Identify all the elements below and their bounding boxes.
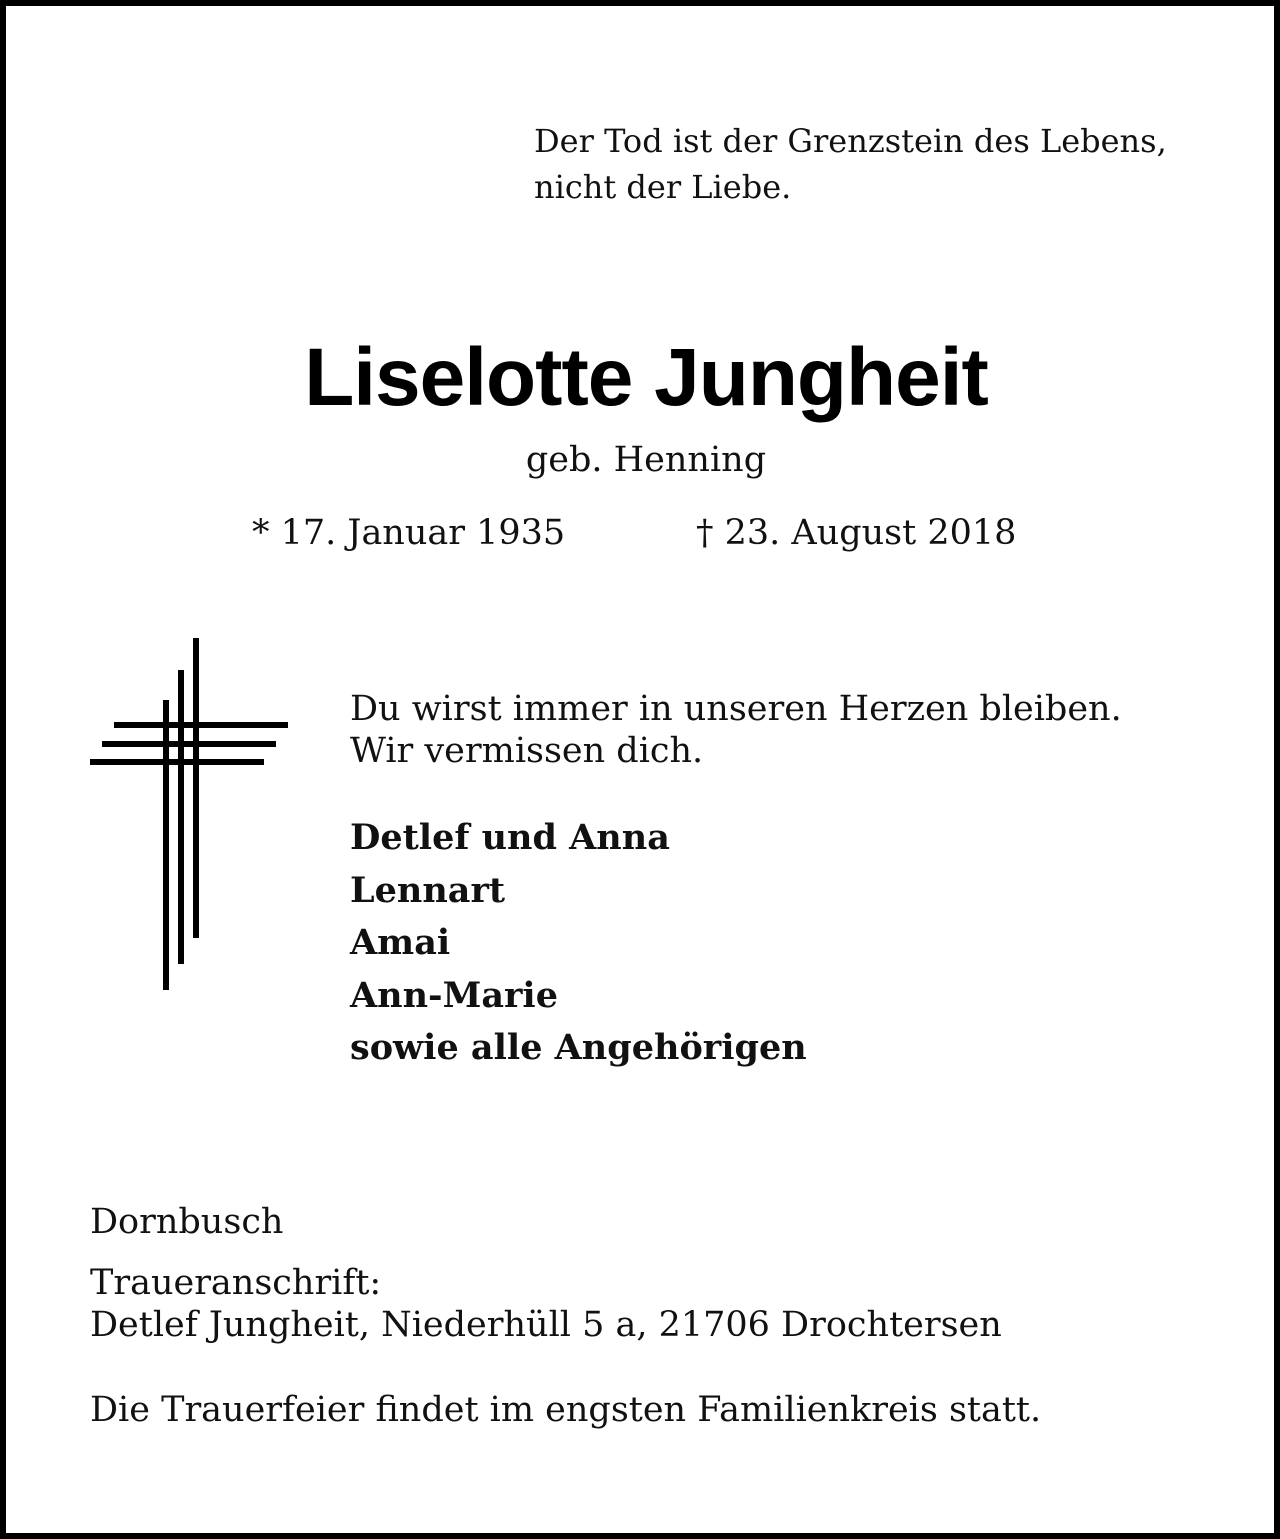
maiden-name: geb. Henning — [525, 440, 767, 480]
motto-line-2: nicht der Liebe. — [534, 168, 792, 206]
address-label: Traueranschrift: — [90, 1263, 382, 1303]
deceased-name: Liselotte Jungheit — [304, 332, 988, 423]
motto — [534, 118, 1167, 210]
mourner-name: Detlef und Anna — [350, 817, 670, 858]
place: Dornbusch — [90, 1202, 284, 1242]
mourner-name: Ann-Marie — [350, 974, 559, 1016]
cross-icon — [88, 638, 292, 994]
mourners-list — [350, 812, 807, 1075]
motto-line-1: Der Tod ist der Grenzstein des Lebens, — [534, 122, 1167, 160]
death-date: † 23. August 2018 — [696, 513, 1017, 553]
farewell-line-2: Wir vermissen dich. — [350, 731, 704, 771]
birth-date: * 17. Januar 1935 — [252, 513, 566, 553]
mourner-name: Amai — [350, 922, 451, 963]
funeral-notice: Die Trauerfeier findet im engsten Familienkreis statt. — [90, 1390, 1042, 1430]
address-value: Detlef Jungheit, Niederhüll 5 a, 21706 Drochtersen — [90, 1305, 1002, 1345]
mourner-name: Lennart — [350, 869, 506, 911]
mourner-name: sowie alle Angehörigen — [350, 1027, 807, 1068]
farewell-text — [350, 688, 1122, 772]
condolence-address — [90, 1262, 1002, 1346]
farewell-line-1: Du wirst immer in unseren Herzen bleiben. — [350, 689, 1122, 729]
